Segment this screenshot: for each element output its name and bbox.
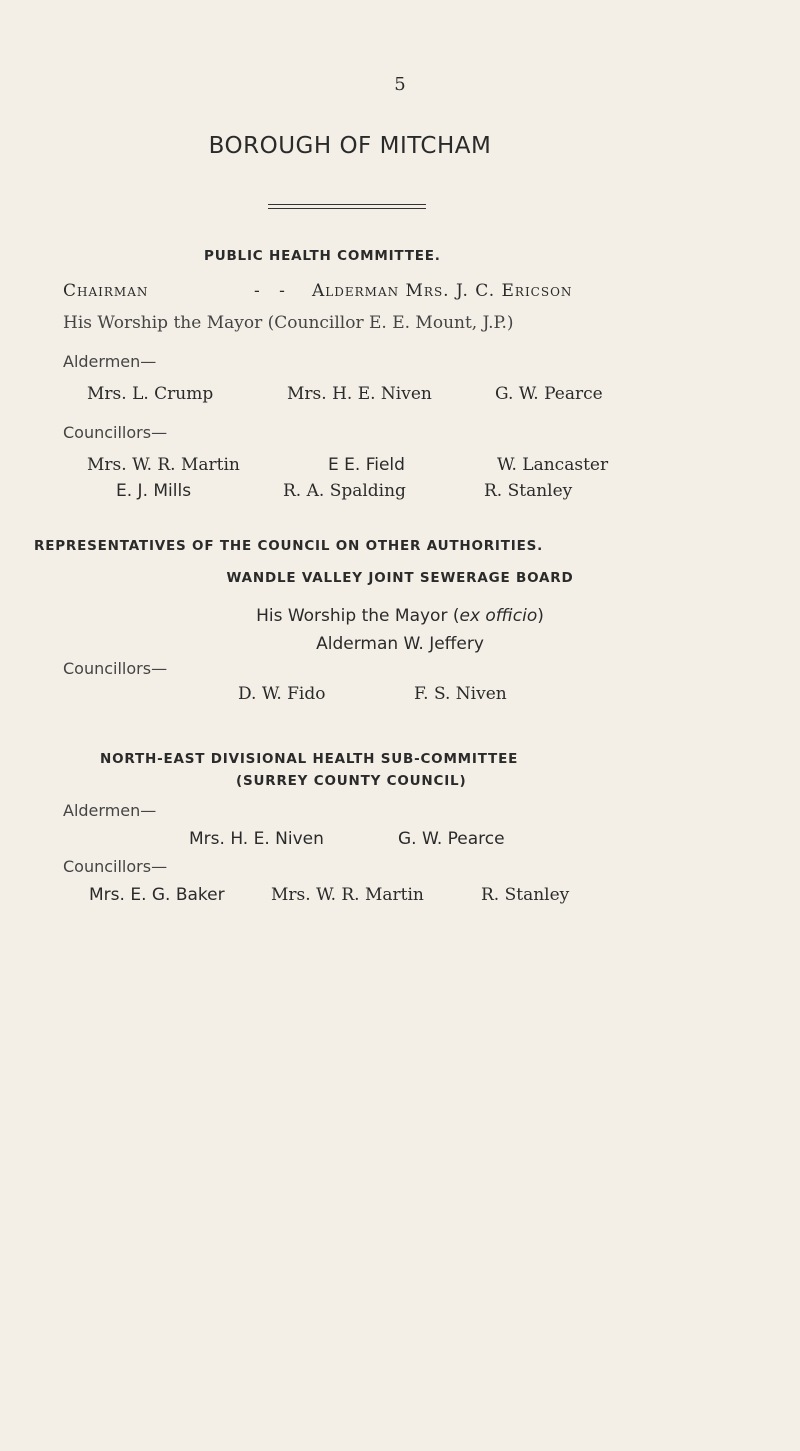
- councillor-name: R. Stanley: [481, 885, 570, 905]
- councillor-name: Mrs. W. R. Martin: [271, 885, 424, 905]
- wandle-mayor-line: [0, 606, 800, 626]
- alderman-name: Mrs. L. Crump: [87, 384, 214, 404]
- chairman-dashes: - -: [254, 281, 285, 301]
- alderman-name: Mrs. H. E. Niven: [287, 384, 432, 404]
- north-east-heading: NORTH-EAST DIVISIONAL HEALTH SUB-COMMITTEE: [100, 751, 519, 767]
- mayor-prefix: His Worship the Mayor (: [256, 606, 460, 626]
- councillor-name: Mrs. E. G. Baker: [89, 885, 225, 905]
- councillor-name: R. Stanley: [484, 481, 573, 501]
- wandle-alderman-line: Alderman W. Jeffery: [316, 634, 484, 654]
- wandle-valley-heading: WANDLE VALLEY JOINT SEWERAGE BOARD: [226, 570, 574, 586]
- chairman-name: Alderman Mrs. J. C. Ericson: [312, 281, 573, 301]
- alderman-name: G. W. Pearce: [495, 384, 603, 404]
- representatives-heading: REPRESENTATIVES OF THE COUNCIL ON OTHER AUTHORITIES.: [34, 538, 544, 554]
- ex-officio: ex officio: [459, 606, 538, 626]
- aldermen-label: Aldermen—: [63, 801, 157, 820]
- chairman-label: Chairman: [63, 281, 149, 301]
- councillors-label: Councillors—: [63, 857, 168, 876]
- councillors-label: Councillors—: [63, 423, 168, 442]
- councillor-name: D. W. Fido: [238, 684, 326, 704]
- north-east-subheading: (SURREY COUNTY COUNCIL): [236, 773, 467, 789]
- councillors-label: Councillors—: [63, 659, 168, 678]
- councillor-name: E. J. Mills: [116, 481, 192, 501]
- councillor-name: E E. Field: [328, 455, 405, 475]
- mayor-line: His Worship the Mayor (Councillor E. E. Mount, J.P.): [63, 313, 514, 333]
- divider-rule-lower: [268, 208, 426, 209]
- alderman-name: Mrs. H. E. Niven: [189, 829, 324, 849]
- page-number: 5: [394, 74, 406, 95]
- aldermen-label: Aldermen—: [63, 352, 157, 371]
- alderman-name: G. W. Pearce: [398, 829, 505, 849]
- page-title: BOROUGH OF MITCHAM: [208, 133, 492, 159]
- councillor-name: F. S. Niven: [414, 684, 507, 704]
- divider-rule: [268, 204, 426, 205]
- mayor-suffix: ): [537, 606, 544, 626]
- councillor-name: Mrs. W. R. Martin: [87, 455, 240, 475]
- councillor-name: R. A. Spalding: [283, 481, 406, 501]
- councillor-name: W. Lancaster: [497, 455, 609, 475]
- public-health-heading: PUBLIC HEALTH COMMITTEE.: [204, 248, 441, 264]
